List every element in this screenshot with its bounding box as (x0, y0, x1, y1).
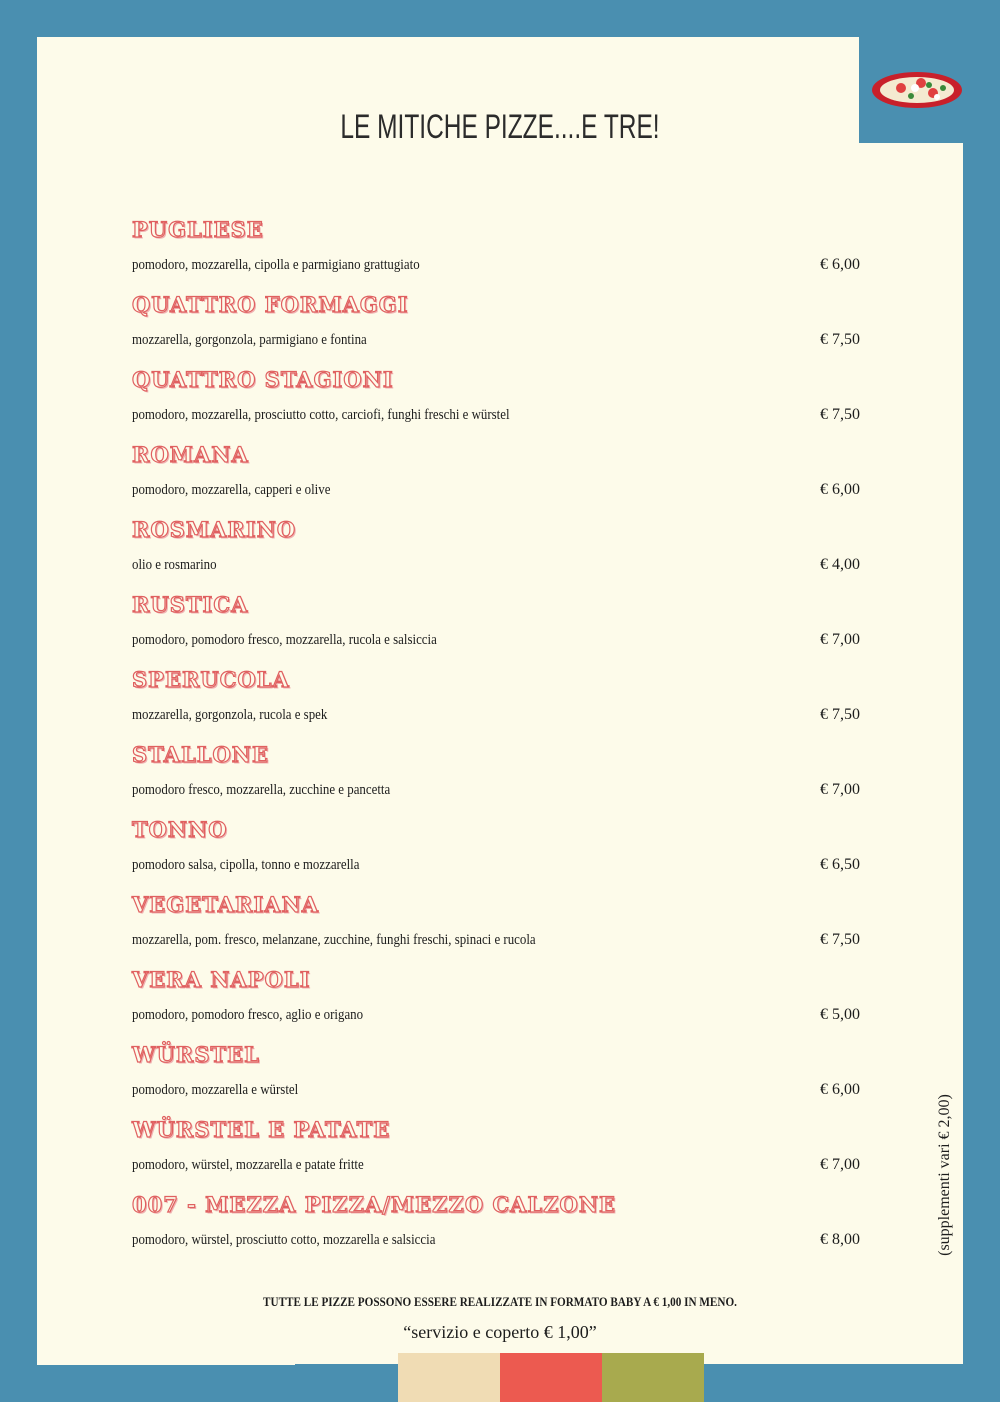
pizza-ingredients: pomodoro, würstel, prosciutto cotto, mozzarella e salsiccia (132, 1232, 436, 1248)
pizza-price: € 6,00 (820, 1081, 860, 1098)
pizza-price: € 6,00 (820, 256, 860, 273)
pizza-name: VERA NAPOLI (132, 967, 311, 992)
stripe-green (602, 1353, 704, 1402)
pizza-ingredients: pomodoro fresco, mozzarella, zucchine e pancetta (132, 782, 391, 798)
pizza-name: ROSMARINO (132, 517, 297, 542)
pizza-name: RUSTICA (132, 592, 249, 617)
pizza-name: WÜRSTEL (132, 1042, 260, 1067)
pizza-name: VEGETARIANA (132, 892, 320, 917)
pizza-name: PUGLIESE (132, 217, 264, 242)
pizza-price: € 7,50 (820, 931, 860, 948)
cover-charge: “servizio e coperto € 1,00” (403, 1322, 597, 1342)
pizza-price: € 6,50 (820, 856, 860, 873)
pizza-price: € 8,00 (820, 1231, 860, 1248)
pizza-price: € 4,00 (820, 556, 860, 573)
pizza-list (132, 212, 860, 1262)
menu-item (132, 287, 860, 362)
pizza-price: € 7,00 (820, 781, 860, 798)
pizza-name: TONNO (132, 817, 228, 842)
pizza-ingredients: pomodoro, pomodoro fresco, mozzarella, rucola e salsiccia (132, 632, 437, 648)
menu-item (132, 887, 860, 962)
pizza-price: € 6,00 (820, 481, 860, 498)
pizza-price: € 7,00 (820, 1156, 860, 1173)
pizza-ingredients: mozzarella, gorgonzola, parmigiano e fontina (132, 332, 367, 348)
supplements-note: (supplementi vari € 2,00) (936, 1094, 953, 1256)
pizza-name: SPERUCOLA (132, 667, 290, 692)
baby-format-note: TUTTE LE PIZZE POSSONO ESSERE REALIZZATE IN FORMATO BABY A € 1,00 IN MENO. (263, 1294, 737, 1309)
menu-item (132, 362, 860, 437)
pizza-ingredients: pomodoro, mozzarella, cipolla e parmigiano grattugiato (132, 257, 420, 273)
pizza-name: QUATTRO FORMAGGI (132, 292, 409, 317)
menu-item (132, 437, 860, 512)
bottom-edge (37, 1353, 295, 1365)
pizza-price: € 7,50 (820, 406, 860, 423)
pizza-ingredients: pomodoro, mozzarella, prosciutto cotto, carciofi, funghi freschi e würstel (132, 407, 510, 423)
pizza-ingredients: pomodoro, mozzarella, capperi e olive (132, 482, 331, 498)
pizza-name: WÜRSTEL E PATATE (132, 1117, 391, 1142)
pizza-price: € 7,50 (820, 706, 860, 723)
pizza-price: € 5,00 (820, 1006, 860, 1023)
pizza-ingredients: pomodoro salsa, cipolla, tonno e mozzarella (132, 857, 360, 873)
stripe-beige (398, 1353, 500, 1402)
stripe-red (500, 1353, 602, 1402)
menu-item (132, 962, 860, 1037)
color-stripes (398, 1353, 704, 1402)
menu-item (132, 1187, 860, 1262)
menu-item (132, 512, 860, 587)
pizza-ingredients: mozzarella, gorgonzola, rucola e spek (132, 707, 328, 723)
menu-item (132, 212, 860, 287)
menu-item (132, 662, 860, 737)
pizza-ingredients: pomodoro, mozzarella e würstel (132, 1082, 299, 1098)
pizza-name: ROMANA (132, 442, 249, 467)
pizza-price: € 7,50 (820, 331, 860, 348)
pizza-ingredients: olio e rosmarino (132, 557, 217, 573)
pizza-ingredients: mozzarella, pom. fresco, melanzane, zucchine, funghi freschi, spinaci e rucola (132, 932, 536, 948)
pizza-icon (871, 71, 963, 109)
menu-item (132, 812, 860, 887)
pizza-name: STALLONE (132, 742, 269, 767)
menu-item (132, 737, 860, 812)
page-title: LE MITICHE PIZZE....E TRE! (340, 108, 660, 146)
pizza-name: QUATTRO STAGIONI (132, 367, 394, 392)
pizza-name: 007 - MEZZA PIZZA/MEZZO CALZONE (132, 1192, 617, 1217)
menu-item (132, 1037, 860, 1112)
menu-item (132, 1112, 860, 1187)
pizza-ingredients: pomodoro, pomodoro fresco, aglio e origano (132, 1007, 364, 1023)
pizza-ingredients: pomodoro, würstel, mozzarella e patate fritte (132, 1157, 364, 1173)
menu-item (132, 587, 860, 662)
pizza-price: € 7,00 (820, 631, 860, 648)
